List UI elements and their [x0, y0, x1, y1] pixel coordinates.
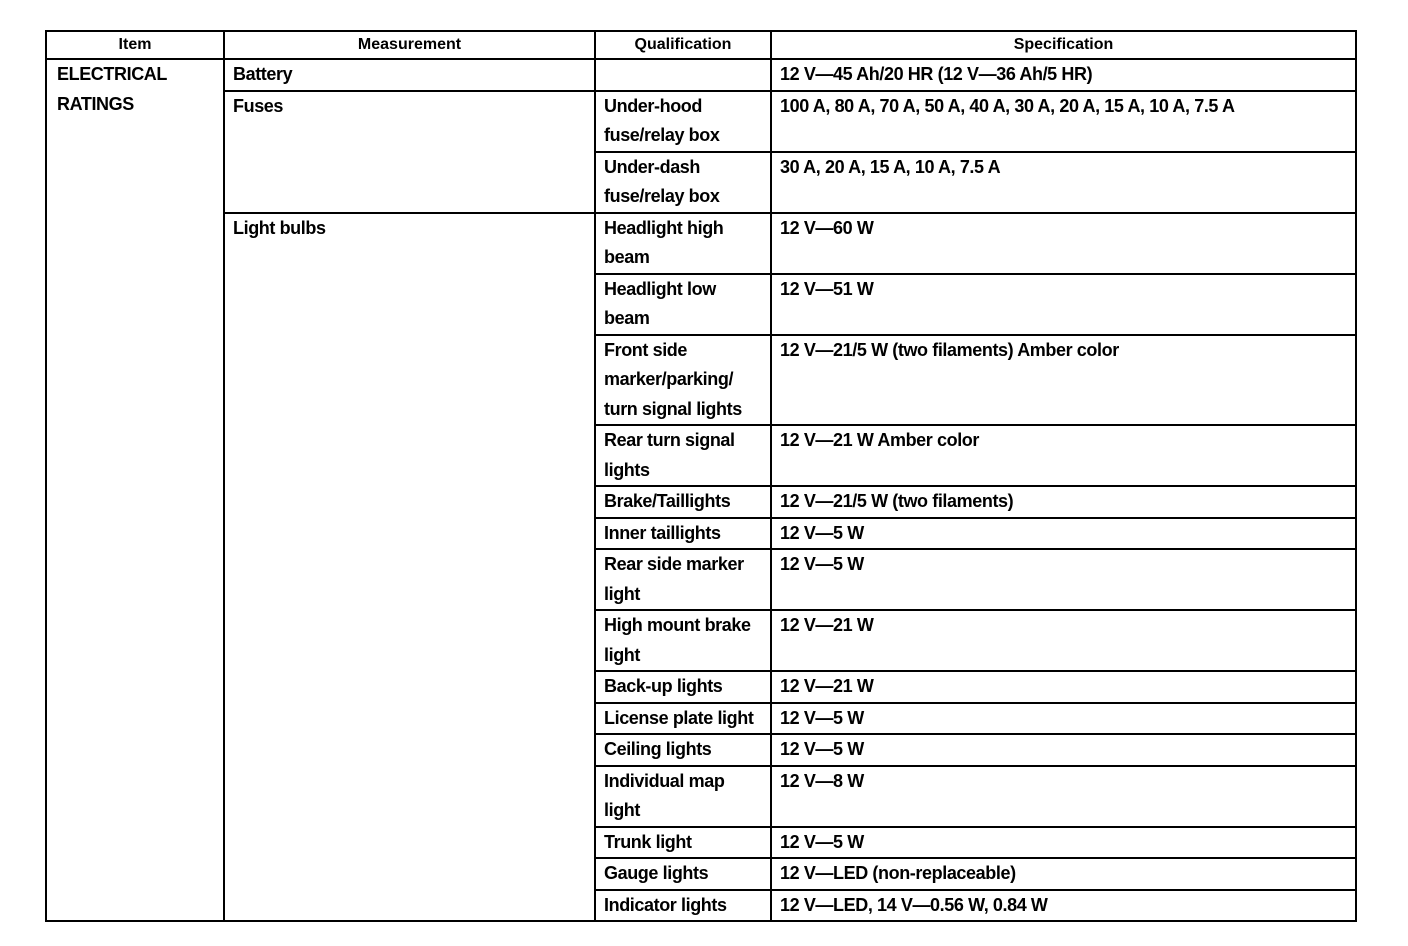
measurement-cell: Battery — [224, 59, 595, 91]
qualification-cell: Inner taillights — [595, 518, 771, 550]
measurement-cell: Fuses — [224, 91, 595, 213]
specification-cell: 12 V—5 W — [771, 549, 1356, 610]
header-specification: Specification — [771, 31, 1356, 59]
qualification-cell: Under-hood fuse/relay box — [595, 91, 771, 152]
specification-cell: 12 V—LED, 14 V—0.56 W, 0.84 W — [771, 890, 1356, 922]
specification-cell: 30 A, 20 A, 15 A, 10 A, 7.5 A — [771, 152, 1356, 213]
qualification-cell: High mount brake light — [595, 610, 771, 671]
qualification-cell: Rear turn signal lights — [595, 425, 771, 486]
specification-cell: 12 V—8 W — [771, 766, 1356, 827]
qualification-cell: Brake/Taillights — [595, 486, 771, 518]
qualification-cell: Rear side marker light — [595, 549, 771, 610]
header-measurement: Measurement — [224, 31, 595, 59]
header-item: Item — [46, 31, 224, 59]
table-row — [46, 213, 1356, 274]
specification-cell: 100 A, 80 A, 70 A, 50 A, 40 A, 30 A, 20 A, 15 A, 10 A, 7.5 A — [771, 91, 1356, 152]
header-row — [46, 31, 1356, 59]
qualification-cell: Trunk light — [595, 827, 771, 859]
measurement-cell: Light bulbs — [224, 213, 595, 922]
qualification-cell: Headlight high beam — [595, 213, 771, 274]
specification-cell: 12 V—21 W Amber color — [771, 425, 1356, 486]
item-cell: ELECTRICAL RATINGS — [46, 59, 224, 921]
qualification-cell: Back-up lights — [595, 671, 771, 703]
specification-cell: 12 V—21/5 W (two filaments) — [771, 486, 1356, 518]
qualification-cell: Indicator lights — [595, 890, 771, 922]
qualification-cell: Gauge lights — [595, 858, 771, 890]
qualification-cell: Headlight low beam — [595, 274, 771, 335]
qualification-cell: Ceiling lights — [595, 734, 771, 766]
qualification-cell: Under-dash fuse/relay box — [595, 152, 771, 213]
specification-cell: 12 V—21 W — [771, 610, 1356, 671]
specification-cell: 12 V—5 W — [771, 703, 1356, 735]
specification-cell: 12 V—45 Ah/20 HR (12 V—36 Ah/5 HR) — [771, 59, 1356, 91]
qualification-cell — [595, 59, 771, 91]
specification-cell: 12 V—60 W — [771, 213, 1356, 274]
specification-cell: 12 V—5 W — [771, 827, 1356, 859]
qualification-cell: Front side marker/parking/ turn signal lights — [595, 335, 771, 426]
specification-cell: 12 V—5 W — [771, 518, 1356, 550]
specification-cell: 12 V—51 W — [771, 274, 1356, 335]
table-row — [46, 59, 1356, 91]
specification-cell: 12 V—LED (non-replaceable) — [771, 858, 1356, 890]
electrical-ratings-table — [45, 30, 1357, 922]
qualification-cell: License plate light — [595, 703, 771, 735]
table-row — [46, 91, 1356, 152]
header-qualification: Qualification — [595, 31, 771, 59]
specification-cell: 12 V—5 W — [771, 734, 1356, 766]
qualification-cell: Individual map light — [595, 766, 771, 827]
specification-cell: 12 V—21 W — [771, 671, 1356, 703]
specification-cell: 12 V—21/5 W (two filaments) Amber color — [771, 335, 1356, 426]
